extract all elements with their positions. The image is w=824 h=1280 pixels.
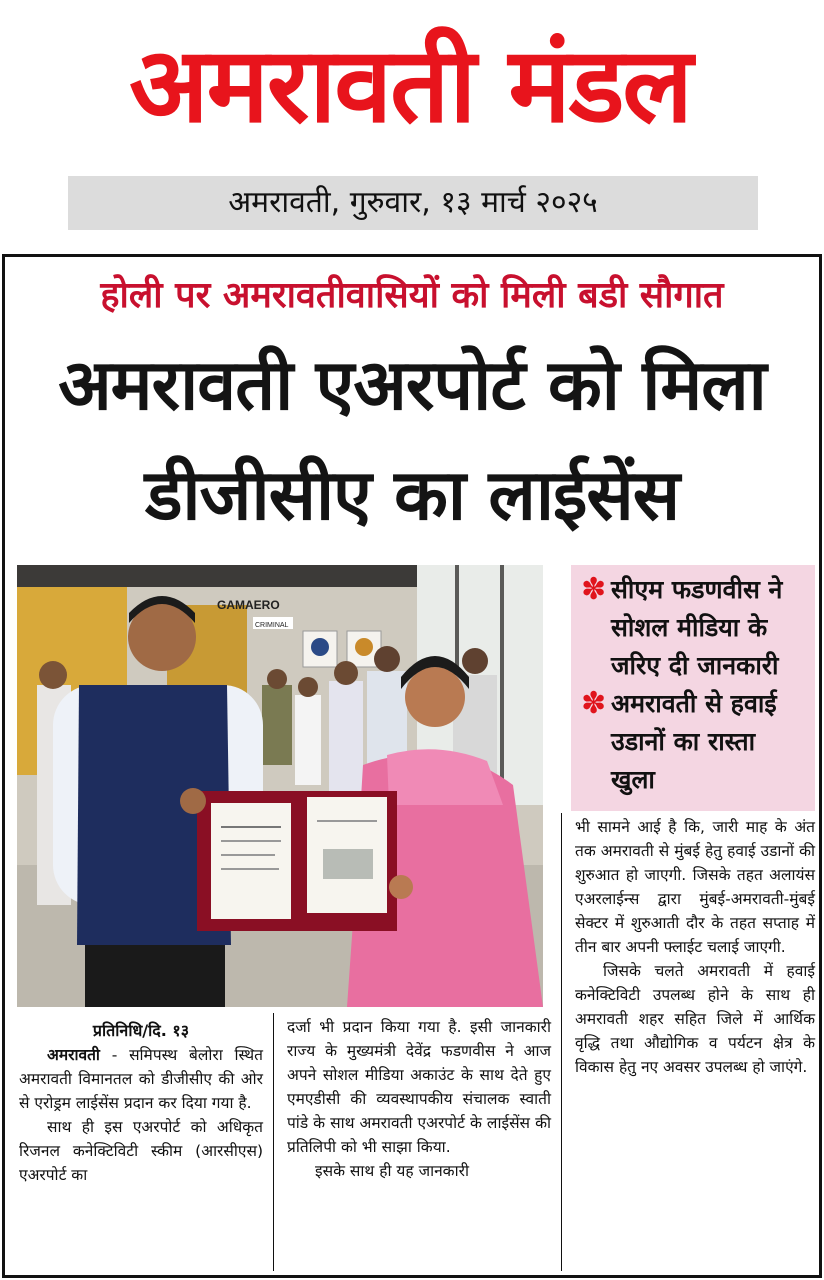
highlights-box xyxy=(571,565,815,811)
headline-line-1: अमरावती एअरपोर्ट को मिला xyxy=(58,344,766,426)
photo-woman-face xyxy=(405,667,465,727)
newspaper-title: अमरावती मंडल xyxy=(129,24,691,146)
body-column-1 xyxy=(19,1019,263,1187)
body-paragraph: साथ ही इस एअरपोर्ट को अधिकृत रिजनल कनेक्टिविटी स्कीम (आरसीएस) एअरपोर्ट का xyxy=(19,1118,263,1184)
highlight-item xyxy=(581,571,807,685)
photo-illustration xyxy=(17,565,543,1007)
photo-sign-text: GAMAERO xyxy=(217,598,280,612)
photo-sign-text-2: CRIMINAL xyxy=(255,622,289,629)
byline: प्रतिनिधि/दि. १३ xyxy=(92,1021,190,1040)
place-name: अमरावती xyxy=(47,1046,100,1064)
dateline: अमरावती, गुरुवार, १३ मार्च २०२५ xyxy=(68,176,758,230)
body-text: - समिपस्थ बेलोरा स्थित अमरावती विमानतल को डीजीसीए की ओर से एरोड्रम लाईसेंस प्रदान कर दिया गया है. xyxy=(19,1046,263,1112)
article xyxy=(2,254,822,1278)
column-divider xyxy=(561,813,562,1271)
body-column-2 xyxy=(287,1015,551,1183)
star-bullet-icon: ✽ xyxy=(581,572,607,607)
news-photo xyxy=(17,565,543,1007)
body-paragraph: भी सामने आई है कि, जारी माह के अंत तक अमरावती से मुंबई हेतु हवाई उडानों की शुरुआत हो जाएगी. जिसके तहत अलायंस एअरलाईन्स द्वारा मुंबई-अमरावती-मुंबई सेक्टर में शुरुआती दौर के तहत सप्ताह में तीन बार अपनी फ्लाईट चलाई जाएगी. xyxy=(575,818,815,956)
body-paragraph: इसके साथ ही यह जानकारी xyxy=(315,1162,469,1180)
star-bullet-icon: ✽ xyxy=(581,686,607,721)
highlight-text: अमरावती से हवाई उडानों का रास्ता खुला xyxy=(611,689,777,794)
body-paragraph: दर्जा भी प्रदान किया गया है. इसी जानकारी राज्य के मुख्यमंत्री देवेंद्र फडणवीस ने आज अपने सोशल मीडिया अकाउंट के साथ देते हुए एमएडीसी की व्यवस्थापकीय संचालक स्वाती पांडे के साथ अमरावती एअरपोर्ट के लाईसेंस की प्रतिलिपी को भी साझा किया. xyxy=(287,1018,551,1156)
highlight-item xyxy=(581,685,807,799)
column-divider xyxy=(273,1013,274,1271)
certificate-page-left xyxy=(211,803,291,919)
article-kicker: होली पर अमरावतीवासियों को मिली बडी सौगात xyxy=(100,275,724,316)
body-paragraph xyxy=(19,1043,263,1115)
highlight-text: सीएम फडणवीस ने सोशल मीडिया के जरिए दी जानकारी xyxy=(611,575,783,680)
body-paragraph: जिसके चलते अमरावती में हवाई कनेक्टिविटी उपलब्ध होने के साथ ही अमरावती शहर सहित जिले में आर्थिक वृद्धि तथा औद्योगिक व पर्यटन क्षेत्र के विकास हेतु नए अवसर उपलब्ध हो जाएंगे. xyxy=(575,962,815,1076)
masthead xyxy=(0,0,824,220)
body-column-3 xyxy=(575,815,815,1079)
headline-line-2: डीजीसीए का लाईसेंस xyxy=(144,454,680,536)
